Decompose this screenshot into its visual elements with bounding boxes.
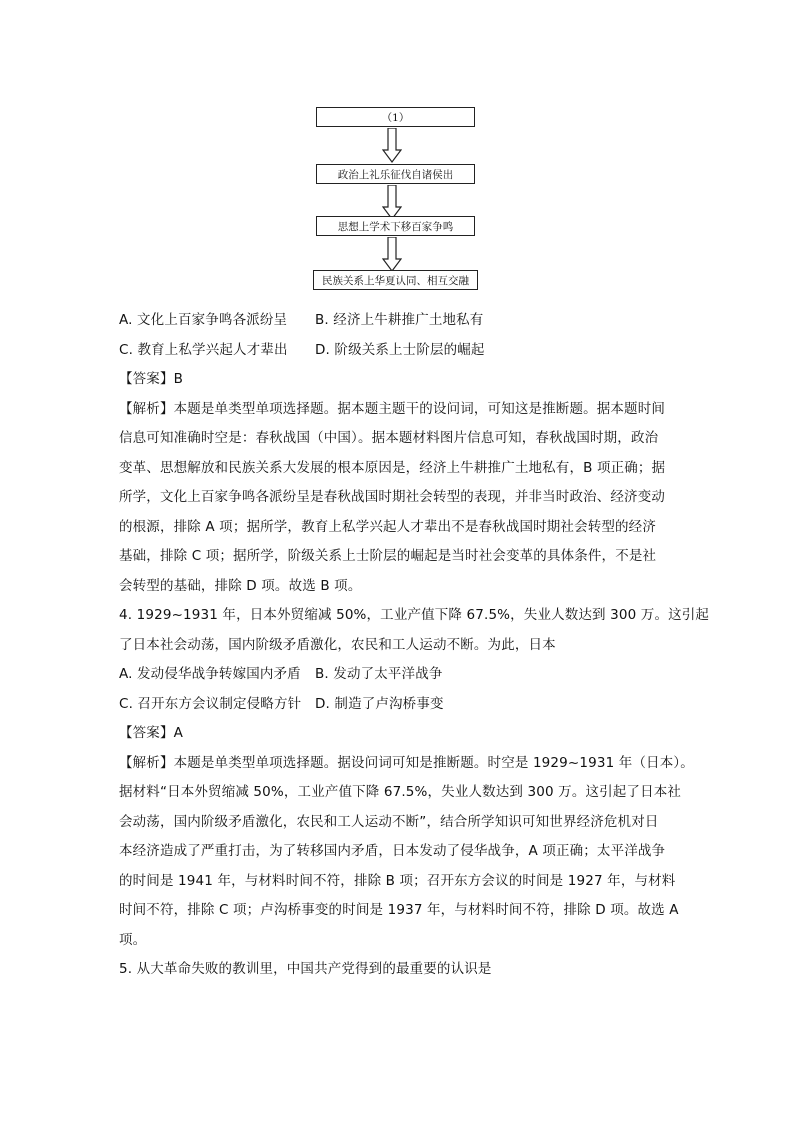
analysis-line: 项。 bbox=[119, 931, 147, 948]
answer-line: 【答案】B bbox=[119, 371, 184, 387]
analysis-line: 信息可知准确时空是：春秋战国（中国）。据本题材料图片信息可知，春秋战国时期，政治 bbox=[119, 430, 659, 446]
analysis-line: 的根源，排除 A 项；据所学，教育上私学兴起人才辈出不是春秋战国时期社会转型的经济 bbox=[119, 518, 656, 535]
analysis-line: 基础，排除 C 项；据所学，阶级关系上士阶层的崛起是当时社会变革的具体条件，不是社 bbox=[119, 548, 657, 564]
down-arrow-icon bbox=[382, 128, 402, 163]
analysis-line: 据材料“日本外贸缩减 50%，工业产值下降 67.5%，失业人数达到 300 万。这引起了日本社 bbox=[119, 784, 682, 800]
option-row bbox=[119, 306, 679, 336]
analysis-line: 所学，文化上百家争鸣各派纷呈是春秋战国时期社会转型的表现，并非当时政治、经济变动 bbox=[119, 489, 665, 505]
option-a[interactable]: A. 文化上百家争鸣各派纷呈 bbox=[119, 312, 288, 328]
option-row bbox=[119, 336, 679, 366]
flowchart-box-4: 民族关系上华夏认同、相互交融 bbox=[313, 270, 478, 290]
answer-line: 【答案】A bbox=[119, 725, 183, 741]
flowchart-box-3: 思想上学术下移百家争鸣 bbox=[316, 216, 475, 236]
option-d[interactable]: D. 制造了卢沟桥事变 bbox=[315, 695, 444, 712]
question-4-stem: 了日本社会动荡，国内阶级矛盾激化，农民和工人运动不断。为此，日本 bbox=[119, 636, 556, 653]
option-b[interactable]: B. 发动了太平洋战争 bbox=[315, 666, 443, 682]
analysis-line: 时间不符，排除 C 项；卢沟桥事变的时间是 1937 年，与材料时间不符，排除 D 项。故选 A bbox=[119, 902, 679, 918]
flowchart-box-1: （1） bbox=[316, 107, 475, 127]
analysis-line: 的时间是 1941 年，与材料时间不符，排除 B 项；召开东方会议的时间是 1927 年，与材料 bbox=[119, 872, 676, 889]
option-row bbox=[119, 690, 679, 720]
flowchart-box-2: 政治上礼乐征伐自诸侯出 bbox=[316, 164, 475, 184]
analysis-line: 会转型的基础，排除 D 项。故选 B 项。 bbox=[119, 577, 362, 594]
down-arrow-icon bbox=[382, 185, 402, 220]
analysis-line: 变革、思想解放和民族关系大发展的根本原因是，经济上牛耕推广土地私有，B 项正确；据 bbox=[119, 459, 666, 476]
question-5-stem: 5. 从大革命失败的教训里，中国共产党得到的最重要的认识是 bbox=[119, 961, 492, 977]
question-4-stem: 4. 1929~1931 年，日本外贸缩减 50%，工业产值下降 67.5%，失业人数达到 300 万。这引起 bbox=[119, 607, 710, 623]
option-a[interactable]: A. 发动侵华战争转嫁国内矛盾 bbox=[119, 666, 301, 682]
option-c[interactable]: C. 召开东方会议制定侵略方针 bbox=[119, 695, 302, 712]
option-b[interactable]: B. 经济上牛耕推广土地私有 bbox=[315, 312, 484, 328]
option-d[interactable]: D. 阶级关系上士阶层的崛起 bbox=[315, 341, 485, 358]
down-arrow-icon bbox=[382, 237, 402, 272]
analysis-line: 本经济造成了严重打击，为了转移国内矛盾，日本发动了侵华战争，A 项正确；太平洋战争 bbox=[119, 843, 666, 859]
question-3-section bbox=[119, 306, 710, 985]
option-row bbox=[119, 660, 679, 690]
option-c[interactable]: C. 教育上私学兴起人才辈出 bbox=[119, 341, 288, 358]
analysis-line: 【解析】本题是单类型单项选择题。据设问词可知是推断题。时空是 1929~1931 年（日本）。 bbox=[119, 754, 694, 771]
analysis-line: 会动荡，国内阶级矛盾激化，农民和工人运动不断”，结合所学知识可知世界经济危机对日 bbox=[119, 813, 659, 830]
analysis-line: 【解析】本题是单类型单项选择题。据本题主题干的设问词，可知这是推断题。据本题时间 bbox=[119, 400, 665, 417]
